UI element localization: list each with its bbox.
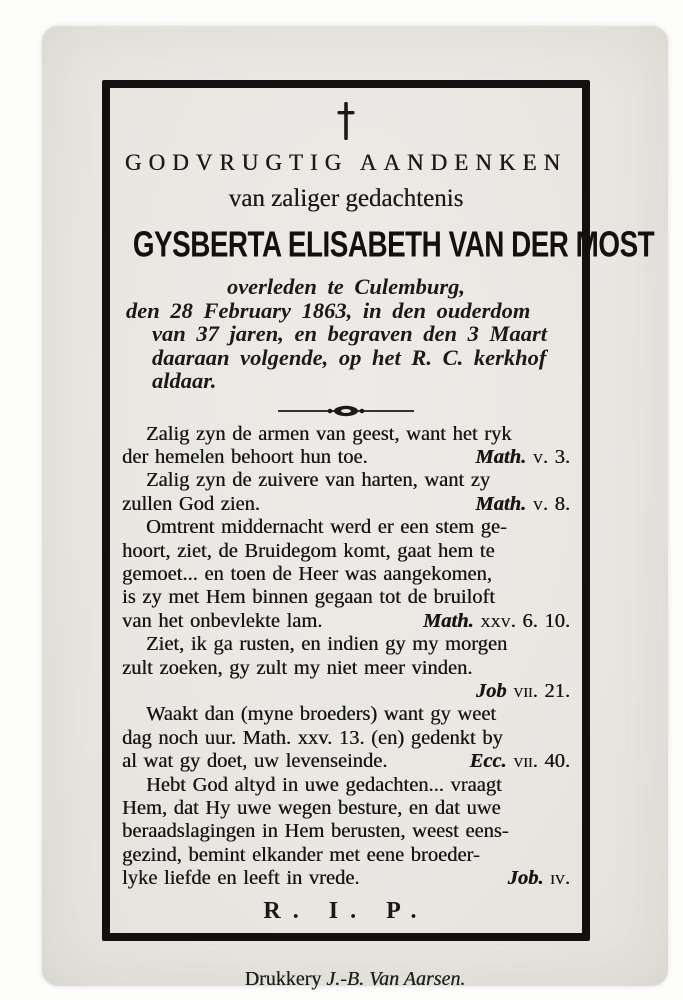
verse-line: Hem, dat Hy uwe wegen besture, en dat uwe: [122, 797, 501, 819]
verse-paragraph: [122, 469, 570, 516]
verse-line: hoort, ziet, de Bruidegom komt, gaat hem te: [122, 539, 495, 562]
verse-line: zullen God zien. Math. v. 8.: [122, 492, 570, 515]
printer-label: Drukkery: [244, 968, 322, 990]
verse-paragraph: [122, 774, 570, 891]
verse-paragraph: [122, 516, 570, 633]
verse-line: der hemelen behoort hun toe. Math. v. 3.: [122, 445, 570, 468]
card-title: GODVRUGTIG AANDENKEN: [124, 150, 568, 175]
verse-line: Hebt God altyd in uwe gedachten... vraagt: [146, 773, 502, 796]
card-subtitle: van zaliger gedachtenis: [228, 185, 464, 212]
verse-line: Zalig zyn de armen van geest, want het ryk: [146, 422, 512, 445]
obituary-line: van 37 jaren, en begraven den 3 Maart: [152, 321, 547, 346]
divider-ornament-icon: [276, 404, 416, 418]
verse-line: beraadslagingen in Hem berusten, weest eens-: [122, 820, 509, 843]
scripture-citation: Ecc. vii. 40.: [469, 750, 570, 773]
verse-paragraph: [122, 423, 570, 470]
printer-credit: [42, 968, 668, 991]
obituary-line: overleden te Culemburg,: [226, 274, 466, 299]
verse-line: Omtrent middernacht werd er een stem ge-: [146, 516, 507, 539]
obituary-line: aldaar.: [152, 368, 217, 393]
verse-line: is zy met Hem binnen gegaan tot de bruiloft: [122, 586, 495, 609]
deceased-name: GYSBERTA ELISABETH VAN DER MOST: [132, 225, 655, 265]
verses-block: [122, 423, 570, 891]
verse-line: van het onbevlekte lam. Math. xxv. 6. 10.: [122, 609, 570, 632]
verse-line: [122, 680, 570, 703]
card-content: [110, 88, 655, 933]
scripture-citation: Math. v. 8.: [475, 492, 570, 515]
verse-line: Zalig zyn de zuivere van harten, want zy: [146, 469, 491, 492]
card-frame: [102, 80, 655, 941]
scripture-citation: Job. iv.: [507, 867, 570, 890]
verse-line: lyke liefde en leeft in vrede. Job. iv.: [122, 867, 570, 890]
memorial-card: [42, 26, 668, 990]
verse-line: Waakt dan (myne broeders) want gy weet: [146, 703, 497, 726]
verse-paragraph: [122, 633, 570, 703]
verse-line: gemoet... en toen de Heer was aangekomen,: [122, 562, 492, 585]
verse-line: Ziet, ik ga rusten, en indien gy my morgen: [146, 633, 508, 656]
verse-line: gezind, bemint elkander met eene broeder-: [122, 843, 480, 866]
rip-text: R. I. P.: [263, 897, 429, 924]
verse-line: zult zoeken, gy zult my niet meer vinden.: [122, 656, 473, 679]
scripture-citation: Math. xxv. 6. 10.: [422, 609, 570, 632]
obituary-line: daaraan volgende, op het R. C. kerkhof: [152, 344, 547, 370]
obituary-block: [122, 275, 570, 393]
printer-name: J.-B. Van Aarsen.: [326, 968, 466, 990]
scripture-citation: Job vii. 21.: [475, 679, 570, 702]
verse-line: dag noch uur. Math. xxv. 13. (en) gedenkt by: [122, 726, 503, 749]
latin-cross-icon: [334, 100, 358, 142]
obituary-line: den 28 February 1863, in den ouderdom: [126, 297, 531, 323]
verse-line: al wat gy doet, uw levenseinde. Ecc. vii. 40.: [122, 750, 570, 773]
verse-paragraph: [122, 703, 570, 773]
scripture-citation: Math. v. 3.: [475, 445, 570, 468]
